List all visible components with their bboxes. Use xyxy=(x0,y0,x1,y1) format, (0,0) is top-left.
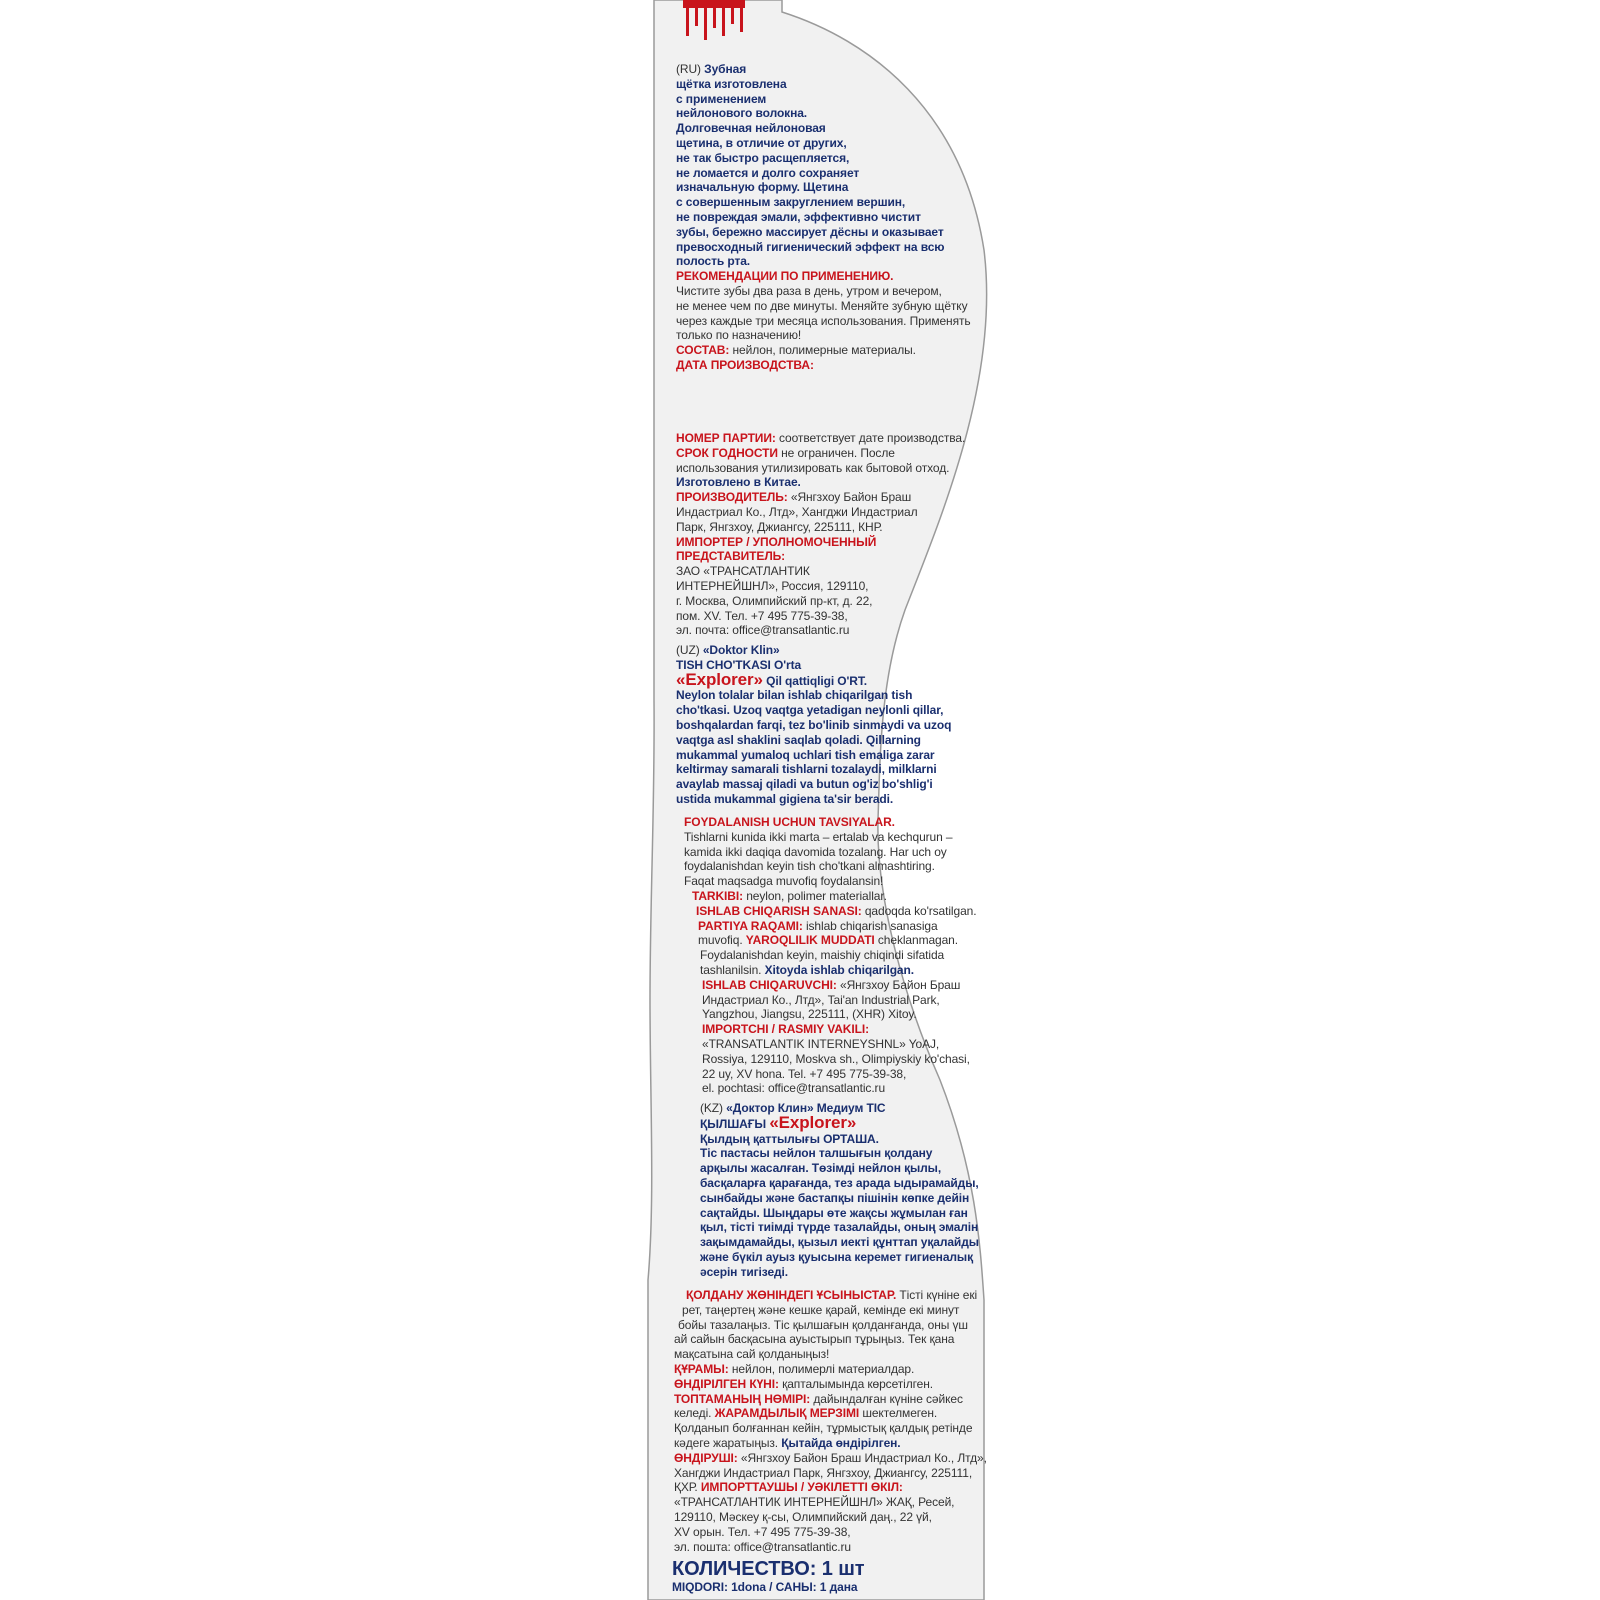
ru-manufacturer-line-1: Парк, Янгзхоу, Джиангсу, 225111, КНР. xyxy=(676,519,883,534)
kz-shelf-value: шектелмеген. xyxy=(859,1406,938,1421)
ru-intro xyxy=(676,62,971,373)
ru-intro-line-5: щетина, в отличие от других, xyxy=(676,135,847,150)
ru-shelf-value: не ограничен. После xyxy=(777,445,895,460)
ru-intro-line-1: щётка изготовлена xyxy=(676,76,787,91)
kz-composition-label: ҚҰРАМЫ: xyxy=(674,1361,729,1376)
ru-intro-line-11: зубы, бережно массирует дёсны и оказывает xyxy=(676,224,944,239)
uz-intro-line-2: boshqalardan farqi, tez bo'linib sinmaydi va uzoq xyxy=(676,717,952,732)
uz-intro-line-4: mukammal yumaloq uchlari tish emaliga zarar xyxy=(676,747,935,762)
kz-intro-line-0: Тіс пастасы нейлон талшығын қолдану xyxy=(700,1146,933,1161)
kz-importer-line-3: эл. пошта: office@transatlantic.ru xyxy=(674,1539,851,1554)
uz-disposal-line2-start: tashlanilsin. xyxy=(700,962,765,977)
kz-lang-code: (KZ) xyxy=(700,1101,723,1115)
kz-explorer: «Explorer» xyxy=(769,1112,857,1132)
kz-intro-line-2: басқаларға қарағанда, тез арада ыдырамайды, xyxy=(700,1175,979,1190)
uz-importer-line-3: el. pochtasi: office@transatlantic.ru xyxy=(702,1081,886,1096)
kz-production-label: ӨНДІРІЛГЕН КҮНІ: xyxy=(674,1376,779,1391)
kz-manufacturer-line2: Хангджи Индастриал Парк, Янгзхоу, Джиангсу, 225111, xyxy=(674,1465,973,1480)
kz-intro-line-6: зақымдамайды, қызыл иекті құнттап уқалайды xyxy=(700,1235,979,1250)
uz-hardness: Qil qattiqligi O'RT. xyxy=(762,673,867,688)
ru-importer-line-0: ЗАО «ТРАНСАТЛАНТИК xyxy=(676,564,810,579)
kz-production-value: қапталымында көрсетілген. xyxy=(778,1376,933,1391)
uz-reco-line-2: foydalanishdan keyin tish cho'tkani almashtiring. xyxy=(684,859,935,874)
ru-intro-line-6: не так быстро расщепляется, xyxy=(676,150,850,165)
uz-made-in: Xitoyda ishlab chiqarilgan. xyxy=(764,962,914,977)
uz-manufacturer-line-0: Индастриал Ко., Лтд», Tai'an Industrial Park, xyxy=(702,992,940,1007)
ru-reco-line-3: только по назначению! xyxy=(676,328,802,343)
uz-disposal-line: Foydalanishdan keyin, maishiy chiqindi sifatida xyxy=(700,948,945,963)
kz-importer-line-2: XV орын. Тел. +7 495 775-39-38, xyxy=(674,1524,851,1539)
uz-production-label: ISHLAB CHIQARISH SANASI: xyxy=(696,903,862,918)
kz-reco-line-2: ай сайын басқасына ауыстырып тұрыңыз. Тек қана xyxy=(674,1332,955,1347)
ru-intro-line-9: с совершенным закруглением вершин, xyxy=(676,195,906,210)
uz-reco-line-3: Faqat maqsadga muvofiq foydalansin! xyxy=(684,874,884,889)
ru-intro-line-8: изначальную форму. Щетина xyxy=(676,180,849,195)
uz-intro-line-1: cho'tkasi. Uzoq vaqtga yetadigan neylonli qillar, xyxy=(676,703,944,718)
uz-importer-label: IMPORTCHI / RASMIY VAKILI: xyxy=(702,1022,869,1037)
ru-intro-line-13: полость рта. xyxy=(676,254,751,269)
kz-intro-line-8: әсерін тигізеді. xyxy=(700,1264,789,1279)
kz-batch-value: дайындалған күніне сәйкес xyxy=(810,1391,963,1406)
kz-reco-line-0: рет, таңертең және кешке қарай, кемінде екі минут xyxy=(682,1302,960,1317)
ru-importer-label-1: ПРЕДСТАВИТЕЛЬ: xyxy=(676,549,786,564)
uz-reco-heading: FOYDALANISH UCHUN TAVSIYALAR. xyxy=(684,815,895,829)
kz-block xyxy=(700,1101,979,1280)
uz-lang-code: (UZ) xyxy=(676,643,700,657)
uz-composition-value: neylon, polimer materiallar. xyxy=(742,888,887,903)
ru-intro-line-7: не ломается и долго сохраняет xyxy=(676,165,860,180)
ru-importer-line-4: эл. почта: office@transatlantic.ru xyxy=(676,623,850,638)
uz-intro-line-7: ustida mukammal gigiena ta'sir beradi. xyxy=(676,791,894,806)
ru-intro-line-3: нейлонового волокна. xyxy=(676,106,808,121)
kz-batch-line2-start: келеді. xyxy=(674,1406,715,1421)
quantity-uz-kz: MIQDORI: 1dona / САНЫ: 1 дана xyxy=(672,1580,858,1594)
ru-intro-line-4: Долговечная нейлоновая xyxy=(676,121,826,136)
ru-shelf-label: СРОК ГОДНОСТИ xyxy=(676,445,778,460)
kz-importer-line-0: «ТРАНСАТЛАНТИК ИНТЕРНЕЙШНЛ» ЖАҚ, Ресей, xyxy=(674,1495,955,1510)
uz-reco-line-0: Tishlarni kunida ikki marta – ertalab va kechqurun – xyxy=(684,829,953,844)
kz-details xyxy=(674,1288,987,1554)
uz-intro-line-0: Neylon tolalar bilan ishlab chiqarilgan tish xyxy=(676,688,913,703)
kz-hardness: Қылдың қаттылығы ОРТАША. xyxy=(700,1131,879,1146)
uz-batch-line2-start: muvofiq. xyxy=(698,933,746,948)
ru-reco-line-0: Чистите зубы два раза в день, утром и вечером, xyxy=(676,283,942,298)
uz-shelf-label: YAROQLILIK MUDDATI xyxy=(745,933,875,948)
kz-product-start: ҚЫЛШАҒЫ xyxy=(700,1116,770,1131)
uz-intro-line-3: vaqtga asl shaklini saqlab qoladi. Qillarning xyxy=(676,732,921,747)
kz-intro-line-1: арқылы жасалған. Төзімді нейлон қылы, xyxy=(700,1161,942,1176)
ru-manufacturer-value: «Янгзхоу Байон Браш xyxy=(787,490,912,505)
kz-reco-line-1: бойы тазалаңыз. Тіс қылшағын қолданғанда, оны үш xyxy=(678,1317,968,1332)
ru-intro-line-10: не повреждая эмали, эффективно чистит xyxy=(676,209,921,224)
uz-importer-line-2: 22 uy, XV hona. Tel. +7 495 775-39-38, xyxy=(702,1066,907,1081)
kz-shelf-label: ЖАРАМДЫЛЫҚ МЕРЗІМІ xyxy=(714,1406,860,1421)
uz-product-line: TISH CHO'TKASI O'rta xyxy=(676,657,802,672)
ru-production-date-label: ДАТА ПРОИЗВОДСТВА: xyxy=(676,357,814,372)
kz-reco-value: Тісті күніне екі xyxy=(896,1288,978,1302)
ru-made-in: Изготовлено в Китае. xyxy=(676,475,801,490)
kz-composition-value: нейлон, полимерлі материалдар. xyxy=(728,1361,915,1376)
uz-batch-label: PARTIYA RAQAMI: xyxy=(698,918,803,933)
kz-manufacturer-label: ӨНДІРУШІ: xyxy=(674,1450,738,1465)
ru-importer-line-3: пом. XV. Тел. +7 495 775-39-38, xyxy=(676,608,848,623)
kz-importer-label: ИМПОРТТАУШЫ / УӘКІЛЕТТІ ӨКІЛ: xyxy=(700,1480,903,1495)
uz-composition-label: TARKIBI: xyxy=(692,888,743,903)
kz-reco-heading: ҚОЛДАНУ ЖӨНІНДЕГІ ҰСЫНЫСТАР. xyxy=(686,1288,897,1302)
ru-batch-label: НОМЕР ПАРТИИ: xyxy=(676,431,776,445)
uz-manufacturer-value: «Янгзхоу Байон Браш xyxy=(836,977,961,992)
kz-disposal-line: Қолданып болғаннан кейін, тұрмыстық қалдық ретінде xyxy=(674,1421,973,1436)
ru-intro-line-2: с применением xyxy=(676,91,767,106)
uz-block xyxy=(676,643,951,807)
ru-reco-line-1: не менее чем по две минуты. Меняйте зубную щётку xyxy=(676,298,968,313)
uz-intro-line-5: keltirmay samarali tishlarni tozalaydi, milklarni xyxy=(676,762,937,777)
kz-disposal-line2-start: кәдеге жаратыңыз. xyxy=(674,1435,782,1450)
uz-manufacturer-label: ISHLAB CHIQARUVCHI: xyxy=(702,977,837,992)
kz-intro-line-7: және бүкіл ауыз қуысына керемет гигиеналық xyxy=(700,1249,973,1264)
uz-reco-line-1: kamida ikki daqiqa davomida tozalang. Har uch oy xyxy=(684,844,947,859)
kz-made-in: Қытайда өндірілген. xyxy=(781,1435,901,1450)
uz-production-value: qadoqda ko'rsatilgan. xyxy=(861,903,977,918)
kz-manufacturer-value: «Янгзхоу Байон Браш Индастриал Ко., Лтд», xyxy=(737,1450,987,1465)
uz-shelf-value: cheklanmagan. xyxy=(874,933,958,948)
uz-importer-line-0: «TRANSATLANTIK INTERNEYSHNL» YoAJ, xyxy=(702,1036,940,1051)
uz-explorer: «Explorer» xyxy=(676,669,763,689)
uz-brand: «Doktor Klin» xyxy=(699,643,780,657)
uz-batch-value: ishlab chiqarish sanasiga xyxy=(802,918,938,933)
quantity-block xyxy=(672,1558,865,1594)
ru-importer-line-1: ИНТЕРНЕЙШНЛ», Россия, 129110, xyxy=(676,578,869,593)
kz-batch-label: ТОПТАМАНЫҢ НӨМІРІ: xyxy=(674,1391,811,1406)
ru-manufacturer-line-0: Индастриал Ко., Лтд», Хангджи Индастриал xyxy=(676,504,918,519)
kz-intro-line-5: қыл, тісті тиімді түрде тазалайды, оның эмалін xyxy=(700,1220,979,1235)
ru-composition-value: нейлон, полимерные материалы. xyxy=(729,343,916,358)
uz-details xyxy=(684,815,976,1096)
uz-intro-line-6: avaylab massaj qiladi va butun og'iz bo'shlig'i xyxy=(676,777,933,792)
ru-reco-heading: РЕКОМЕНДАЦИИ ПО ПРИМЕНЕНИЮ. xyxy=(676,269,894,284)
ru-importer-label-0: ИМПОРТЕР / УПОЛНОМОЧЕННЫЙ xyxy=(676,534,877,549)
uz-manufacturer-line-1: Yangzhou, Jiangsu, 225111, (XHR) Xitoy. xyxy=(702,1007,917,1022)
kz-brand: «Доктор Клин» Медиум ТІС xyxy=(722,1101,886,1115)
ru-details xyxy=(676,431,965,638)
ru-importer-line-2: г. Москва, Олимпийский пр-кт, д. 22, xyxy=(676,593,873,608)
quantity-ru: КОЛИЧЕСТВО: 1 шт xyxy=(672,1558,865,1580)
uz-importer-line-1: Rossiya, 129110, Moskva sh., Olimpiyskiy ko'chasi, xyxy=(702,1051,970,1066)
ru-batch-value: соответствует дате производства. xyxy=(775,431,966,445)
ru-shelf-line2: использования утилизировать как бытовой отход. xyxy=(676,460,950,475)
kz-intro-line-4: сақтайды. Шыңдары өте жақсы жұмылан ған xyxy=(700,1205,968,1220)
ru-reco-line-2: через каждые три месяца использования. Применять xyxy=(676,313,971,328)
ru-manufacturer-label: ПРОИЗВОДИТЕЛЬ: xyxy=(676,490,788,505)
kz-manufacturer-line3-start: ҚХР. xyxy=(674,1480,701,1495)
ru-intro-line-0: Зубная xyxy=(704,62,747,76)
kz-intro-line-3: сынбайды және бастапқы пішінін көпке дейін xyxy=(700,1190,970,1205)
kz-importer-line-1: 129110, Мәскеу қ-сы, Олимпийский даң., 22 үй, xyxy=(674,1509,932,1524)
ru-intro-line-12: превосходный гигиенический эффект на всю xyxy=(676,239,945,254)
ru-lang-code: (RU) xyxy=(676,62,701,76)
ru-composition-label: СОСТАВ: xyxy=(676,343,730,358)
kz-reco-line-3: мақсатына сай қолданыңыз! xyxy=(674,1347,830,1362)
